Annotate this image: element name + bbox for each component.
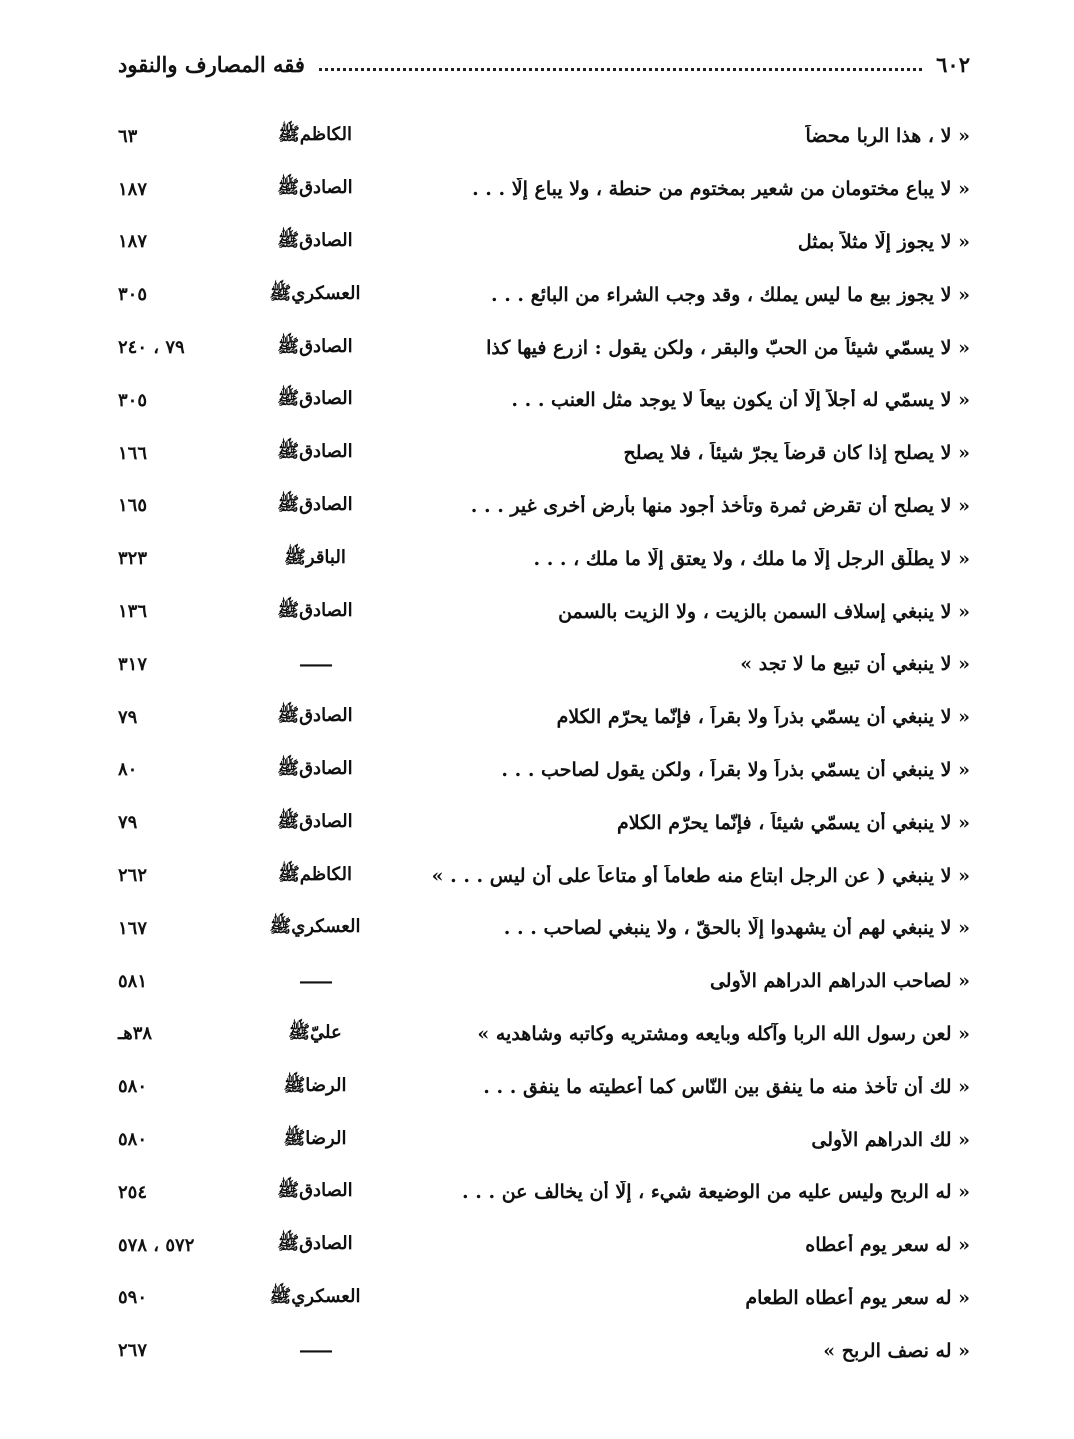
narrator: الصادقﷺ xyxy=(277,810,353,832)
narrator-dash: —— xyxy=(299,1340,331,1362)
page-references: ٥٩٠ xyxy=(118,1287,148,1309)
narrator: الصادقﷺ xyxy=(277,177,353,199)
hadith-text: « لا يسمّي له أجلاً إلّا أن يكون بيعاً لا يوجد مثل العنب . . . xyxy=(511,389,970,412)
page-references: ٣٠٥ xyxy=(118,389,148,411)
hadith-text: « لا ينبغي أن يسمّي بذراً ولا بقراً ، فإنّما يحرّم الكلام xyxy=(556,706,970,729)
hadith-text: « له سعر يوم أعطاه الطعام xyxy=(745,1286,970,1309)
index-entry xyxy=(118,691,970,744)
page-references: ٥٨٠ xyxy=(118,1129,148,1151)
narrator: الصادقﷺ xyxy=(277,229,353,251)
index-entry xyxy=(118,1272,970,1325)
hadith-text: « لا يجوز بيع ما ليس يملك ، وقد وجب الشراء من البائع . . . xyxy=(490,283,970,306)
hadith-text: « لا يجوز إلّا مثلاً بمثل xyxy=(797,230,970,253)
hadith-text: « لا ينبغي ( عن الرجل ابتاع منه طعاماً أو متاعاً على أن ليس . . . » xyxy=(431,864,970,887)
index-entry xyxy=(118,268,970,321)
hadith-text: « لا ينبغي إسلاف السمن بالزيت ، ولا الزيت بالسمن xyxy=(558,600,970,623)
hadith-text: « لا يطلّق الرجل إلّا ما ملك ، ولا يعتق إلّا ما ملك ، . . . xyxy=(533,547,970,570)
hadith-text: « لا يباع مختومان من شعير بمختوم من حنطة ، ولا يباع إلّا . . . xyxy=(472,178,970,201)
narrator: العسكريﷺ xyxy=(269,1285,361,1307)
hadith-text: « له نصف الربح » xyxy=(823,1339,970,1362)
index-entry xyxy=(118,480,970,533)
page-number: ٦٠٢ xyxy=(936,51,970,77)
page-references: ٣١٧ xyxy=(118,653,148,675)
narrator: الصادقﷺ xyxy=(277,705,353,727)
narrator: الصادقﷺ xyxy=(277,1233,353,1255)
narrator: الكاظمﷺ xyxy=(278,124,352,146)
narrator: الصادقﷺ xyxy=(277,1180,353,1202)
hadith-text: « لا ينبغي أن تبيع ما لا تجد » xyxy=(740,653,970,676)
index-entry xyxy=(118,955,970,1008)
page-references: ٥٨٠ xyxy=(118,1076,148,1098)
hadith-text: « لك الدراهم الأُولى xyxy=(811,1128,970,1151)
hadith-text: « لا يسمّي شيئاً من الحبّ والبقر ، ولكن يقول : ازرع فيها كذا xyxy=(486,336,970,359)
running-header xyxy=(118,44,970,84)
hadith-text: « لا ، هذا الربا محضاً xyxy=(805,125,970,148)
index-entry xyxy=(118,796,970,849)
page-references: ٥٨١ xyxy=(118,970,148,992)
page-references: ٣٠٥ xyxy=(118,284,148,306)
hadith-index-list xyxy=(118,110,970,1377)
narrator: الصادقﷺ xyxy=(277,335,353,357)
book-title: فقه المصارف والنقود xyxy=(118,51,305,77)
index-entry xyxy=(118,1166,970,1219)
page-references: ١٦٦ xyxy=(118,442,148,464)
index-entry xyxy=(118,744,970,797)
index-entry xyxy=(118,1060,970,1113)
page-references: ٢٥٤ xyxy=(118,1181,148,1203)
index-entry xyxy=(118,427,970,480)
narrator-dash: —— xyxy=(299,653,331,675)
narrator: الصادقﷺ xyxy=(277,599,353,621)
page-references: ١٦٥ xyxy=(118,495,148,517)
narrator: الصادقﷺ xyxy=(277,441,353,463)
narrator-dash: —— xyxy=(299,970,331,992)
index-entry xyxy=(118,1219,970,1272)
hadith-text: « له الربح وليس عليه من الوضيعة شيء ، إلّا أن يخالف عن . . . xyxy=(462,1181,970,1204)
hadith-text: « لا يصلح إذا كان قرضاً يجرّ شيئاً ، فلا يصلح xyxy=(623,442,970,465)
page-references: ١٣٦ xyxy=(118,601,148,623)
page-references: ١٨٧ xyxy=(118,178,148,200)
page-references: ٧٩ xyxy=(118,812,138,834)
header-leader-dots xyxy=(319,68,922,71)
hadith-text: « لك أن تأخذ منه ما ينفق بين النّاس كما أعطيته ما ينفق . . . xyxy=(483,1075,970,1098)
page-references: ٦٣ xyxy=(118,125,138,147)
index-entry xyxy=(118,163,970,216)
hadith-text: « لا ينبغي لهم أن يشهدوا إلّا بالحقّ ، ولا ينبغي لصاحب . . . xyxy=(503,917,970,940)
hadith-text: « له سعر يوم أعطاه xyxy=(805,1234,970,1257)
index-entry xyxy=(118,585,970,638)
page-references: ٢٦٢ xyxy=(118,865,148,887)
narrator: الباقرﷺ xyxy=(284,546,346,568)
page-references: ١٦٧ xyxy=(118,917,148,939)
page-references: ٣٢٣ xyxy=(118,548,148,570)
hadith-text: « لا يصلح أن تقرض ثمرة وتأخذ أجود منها بأرض أُخرى غير . . . xyxy=(470,494,970,517)
index-entry xyxy=(118,638,970,691)
index-entry xyxy=(118,216,970,269)
index-entry xyxy=(118,902,970,955)
index-entry xyxy=(118,110,970,163)
narrator: الصادقﷺ xyxy=(277,388,353,410)
hadith-text: « لا ينبغي أن يسمّي بذراً ولا بقراً ، ولكن يقول لصاحب . . . xyxy=(501,758,970,781)
page-references: ٣٨هـ xyxy=(118,1023,153,1045)
narrator: الرضاﷺ xyxy=(283,1074,347,1096)
page-references: ١٨٧ xyxy=(118,231,148,253)
index-entry xyxy=(118,321,970,374)
narrator: الصادقﷺ xyxy=(277,493,353,515)
narrator: العسكريﷺ xyxy=(269,916,361,938)
hadith-text: « لصاحب الدراهم الدراهم الأُولى xyxy=(709,970,970,993)
index-entry xyxy=(118,849,970,902)
hadith-text: « لا ينبغي أن يسمّي شيئاً ، فإنّما يحرّم الكلام xyxy=(617,811,970,834)
index-entry xyxy=(118,1324,970,1377)
page-references: ٢٦٧ xyxy=(118,1340,148,1362)
hadith-text: « لعن رسول الله الربا وآكله وبايعه ومشتريه وكاتبه وشاهديه » xyxy=(477,1022,970,1045)
index-entry xyxy=(118,374,970,427)
page-references: ٧٩ ، ٢٤٠ xyxy=(118,337,185,359)
narrator: الكاظمﷺ xyxy=(278,863,352,885)
page-references: ٨٠ xyxy=(118,759,138,781)
index-entry xyxy=(118,532,970,585)
index-entry xyxy=(118,1008,970,1061)
narrator: عليّﷺ xyxy=(288,1021,342,1043)
narrator: الرضاﷺ xyxy=(283,1127,347,1149)
page-references: ٥٧٢ ، ٥٧٨ xyxy=(118,1234,195,1256)
index-entry xyxy=(118,1113,970,1166)
narrator: الصادقﷺ xyxy=(277,757,353,779)
narrator: العسكريﷺ xyxy=(269,282,361,304)
page-references: ٧٩ xyxy=(118,706,138,728)
